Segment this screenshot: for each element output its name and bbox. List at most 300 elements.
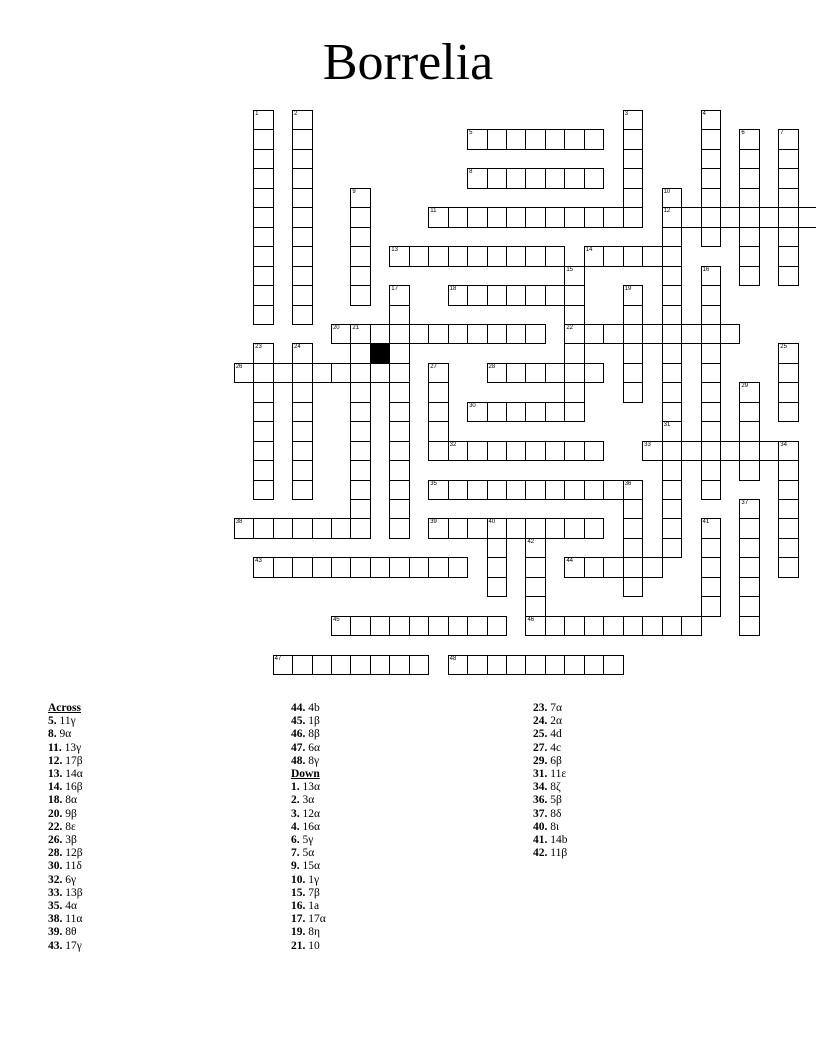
- grid-cell[interactable]: [739, 382, 760, 403]
- grid-cell[interactable]: [292, 480, 313, 501]
- grid-cell[interactable]: [448, 655, 469, 676]
- grid-cell[interactable]: [778, 168, 799, 189]
- grid-cell[interactable]: [487, 129, 508, 150]
- grid-cell[interactable]: [701, 149, 722, 170]
- grid-cell[interactable]: [389, 655, 410, 676]
- grid-cell[interactable]: [662, 460, 683, 481]
- grid-cell[interactable]: [350, 363, 371, 384]
- grid-cell[interactable]: [623, 499, 644, 520]
- grid-cell[interactable]: [662, 343, 683, 364]
- grid-cell[interactable]: [467, 441, 488, 462]
- grid-cell[interactable]: [487, 616, 508, 637]
- grid-cell[interactable]: [292, 655, 313, 676]
- grid-cell[interactable]: [428, 616, 449, 637]
- grid-cell[interactable]: [428, 363, 449, 384]
- grid-cell[interactable]: [350, 246, 371, 267]
- grid-cell[interactable]: [292, 188, 313, 209]
- grid-cell[interactable]: [487, 538, 508, 559]
- grid-cell[interactable]: [681, 616, 702, 637]
- grid-cell[interactable]: [662, 441, 683, 462]
- grid-cell[interactable]: [389, 499, 410, 520]
- grid-cell[interactable]: [759, 441, 780, 462]
- grid-cell[interactable]: [253, 480, 274, 501]
- grid-cell[interactable]: [389, 343, 410, 364]
- grid-cell[interactable]: [564, 363, 585, 384]
- grid-cell[interactable]: [662, 616, 683, 637]
- grid-cell[interactable]: [642, 616, 663, 637]
- grid-cell[interactable]: [798, 207, 816, 228]
- grid-cell[interactable]: [525, 616, 546, 637]
- grid-cell[interactable]: [487, 441, 508, 462]
- grid-cell[interactable]: [292, 227, 313, 248]
- grid-cell[interactable]: [487, 207, 508, 228]
- grid-cell[interactable]: [584, 129, 605, 150]
- grid-cell[interactable]: [545, 246, 566, 267]
- grid-cell[interactable]: [623, 324, 644, 345]
- grid-cell[interactable]: [739, 441, 760, 462]
- grid-cell[interactable]: [253, 227, 274, 248]
- grid-cell[interactable]: [701, 110, 722, 131]
- grid-cell[interactable]: [350, 285, 371, 306]
- grid-cell[interactable]: [409, 616, 430, 637]
- grid-cell[interactable]: [467, 616, 488, 637]
- grid-cell[interactable]: [253, 421, 274, 442]
- grid-cell[interactable]: [778, 246, 799, 267]
- grid-cell[interactable]: [564, 382, 585, 403]
- grid-cell[interactable]: [331, 616, 352, 637]
- grid-cell[interactable]: [487, 324, 508, 345]
- grid-cell[interactable]: [662, 363, 683, 384]
- grid-cell[interactable]: [389, 285, 410, 306]
- grid-cell[interactable]: [739, 538, 760, 559]
- grid-cell[interactable]: [525, 596, 546, 617]
- grid-cell[interactable]: [506, 324, 527, 345]
- grid-cell[interactable]: [623, 246, 644, 267]
- grid-cell[interactable]: [701, 460, 722, 481]
- grid-cell[interactable]: [525, 402, 546, 423]
- grid-cell[interactable]: [467, 207, 488, 228]
- grid-cell[interactable]: [739, 421, 760, 442]
- grid-cell[interactable]: [662, 246, 683, 267]
- grid-cell[interactable]: [564, 207, 585, 228]
- grid-cell[interactable]: [739, 207, 760, 228]
- grid-cell[interactable]: [350, 421, 371, 442]
- grid-cell[interactable]: [253, 557, 274, 578]
- grid-cell[interactable]: [623, 577, 644, 598]
- grid-cell[interactable]: [506, 480, 527, 501]
- grid-cell[interactable]: [331, 363, 352, 384]
- grid-cell[interactable]: [778, 129, 799, 150]
- grid-cell[interactable]: [467, 480, 488, 501]
- grid-cell[interactable]: [584, 616, 605, 637]
- grid-cell[interactable]: [428, 518, 449, 539]
- grid-cell[interactable]: [564, 305, 585, 326]
- grid-cell[interactable]: [662, 227, 683, 248]
- grid-cell[interactable]: [467, 655, 488, 676]
- grid-cell[interactable]: [448, 441, 469, 462]
- grid-cell[interactable]: [739, 149, 760, 170]
- grid-cell[interactable]: [701, 266, 722, 287]
- grid-cell[interactable]: [253, 266, 274, 287]
- grid-cell[interactable]: [739, 246, 760, 267]
- grid-cell[interactable]: [701, 402, 722, 423]
- grid-cell[interactable]: [350, 518, 371, 539]
- grid-cell[interactable]: [506, 402, 527, 423]
- grid-cell[interactable]: [545, 207, 566, 228]
- grid-cell[interactable]: [701, 343, 722, 364]
- grid-cell[interactable]: [253, 305, 274, 326]
- grid-cell[interactable]: [487, 518, 508, 539]
- grid-cell[interactable]: [253, 129, 274, 150]
- grid-cell[interactable]: [350, 557, 371, 578]
- grid-cell[interactable]: [739, 596, 760, 617]
- grid-cell[interactable]: [253, 110, 274, 131]
- grid-cell[interactable]: [253, 149, 274, 170]
- grid-cell[interactable]: [701, 518, 722, 539]
- grid-cell[interactable]: [584, 246, 605, 267]
- grid-cell[interactable]: [720, 207, 741, 228]
- grid-cell[interactable]: [253, 402, 274, 423]
- grid-cell[interactable]: [701, 305, 722, 326]
- grid-cell[interactable]: [448, 207, 469, 228]
- grid-cell[interactable]: [234, 518, 255, 539]
- grid-cell[interactable]: [273, 655, 294, 676]
- grid-cell[interactable]: [370, 324, 391, 345]
- grid-cell[interactable]: [525, 577, 546, 598]
- grid-cell[interactable]: [701, 596, 722, 617]
- grid-cell[interactable]: [778, 499, 799, 520]
- grid-cell[interactable]: [389, 421, 410, 442]
- grid-cell[interactable]: [603, 207, 624, 228]
- grid-cell[interactable]: [292, 149, 313, 170]
- grid-cell[interactable]: [623, 616, 644, 637]
- grid-cell[interactable]: [739, 168, 760, 189]
- grid-cell[interactable]: [253, 441, 274, 462]
- grid-cell[interactable]: [545, 402, 566, 423]
- grid-cell[interactable]: [778, 266, 799, 287]
- grid-cell[interactable]: [662, 305, 683, 326]
- grid-cell[interactable]: [448, 518, 469, 539]
- grid-cell[interactable]: [370, 557, 391, 578]
- grid-cell[interactable]: [506, 129, 527, 150]
- grid-cell[interactable]: [428, 402, 449, 423]
- grid-cell[interactable]: [312, 655, 333, 676]
- grid-cell[interactable]: [739, 499, 760, 520]
- grid-cell[interactable]: [253, 188, 274, 209]
- grid-cell[interactable]: [389, 441, 410, 462]
- grid-cell[interactable]: [389, 460, 410, 481]
- grid-cell[interactable]: [389, 382, 410, 403]
- grid-cell[interactable]: [253, 343, 274, 364]
- grid-cell[interactable]: [253, 246, 274, 267]
- grid-cell[interactable]: [292, 129, 313, 150]
- grid-cell[interactable]: [273, 557, 294, 578]
- grid-cell[interactable]: [778, 363, 799, 384]
- grid-cell[interactable]: [292, 518, 313, 539]
- grid-cell[interactable]: [389, 557, 410, 578]
- grid-cell[interactable]: [253, 285, 274, 306]
- grid-cell[interactable]: [701, 188, 722, 209]
- grid-cell[interactable]: [603, 246, 624, 267]
- grid-cell[interactable]: [428, 324, 449, 345]
- grid-cell[interactable]: [292, 343, 313, 364]
- grid-cell[interactable]: [662, 402, 683, 423]
- grid-cell[interactable]: [545, 655, 566, 676]
- grid-cell[interactable]: [545, 363, 566, 384]
- grid-cell[interactable]: [545, 441, 566, 462]
- grid-cell[interactable]: [701, 382, 722, 403]
- grid-cell[interactable]: [350, 655, 371, 676]
- grid-cell[interactable]: [389, 402, 410, 423]
- grid-cell[interactable]: [662, 538, 683, 559]
- grid-cell[interactable]: [487, 402, 508, 423]
- grid-cell[interactable]: [623, 207, 644, 228]
- grid-cell[interactable]: [642, 324, 663, 345]
- grid-cell[interactable]: [409, 246, 430, 267]
- grid-cell[interactable]: [506, 655, 527, 676]
- grid-cell[interactable]: [778, 149, 799, 170]
- grid-cell[interactable]: [564, 129, 585, 150]
- grid-cell[interactable]: [584, 518, 605, 539]
- grid-cell[interactable]: [525, 168, 546, 189]
- grid-cell[interactable]: [642, 246, 663, 267]
- grid-cell[interactable]: [564, 480, 585, 501]
- grid-cell[interactable]: [778, 518, 799, 539]
- grid-cell[interactable]: [253, 363, 274, 384]
- grid-cell[interactable]: [525, 207, 546, 228]
- grid-cell[interactable]: [778, 460, 799, 481]
- grid-cell[interactable]: [662, 285, 683, 306]
- grid-cell[interactable]: [739, 402, 760, 423]
- grid-cell[interactable]: [370, 655, 391, 676]
- grid-cell[interactable]: [662, 188, 683, 209]
- grid-cell[interactable]: [739, 460, 760, 481]
- grid-cell[interactable]: [739, 557, 760, 578]
- grid-cell[interactable]: [350, 499, 371, 520]
- grid-cell[interactable]: [623, 188, 644, 209]
- grid-cell[interactable]: [253, 207, 274, 228]
- grid-cell[interactable]: [778, 207, 799, 228]
- grid-cell[interactable]: [739, 577, 760, 598]
- grid-cell[interactable]: [701, 227, 722, 248]
- grid-cell[interactable]: [428, 557, 449, 578]
- grid-cell[interactable]: [487, 577, 508, 598]
- grid-cell[interactable]: [370, 616, 391, 637]
- grid-cell[interactable]: [389, 518, 410, 539]
- grid-cell[interactable]: [623, 382, 644, 403]
- grid-cell[interactable]: [681, 324, 702, 345]
- grid-cell[interactable]: [720, 324, 741, 345]
- grid-cell[interactable]: [642, 441, 663, 462]
- grid-cell[interactable]: [778, 557, 799, 578]
- grid-cell[interactable]: [584, 655, 605, 676]
- grid-cell[interactable]: [623, 480, 644, 501]
- grid-cell[interactable]: [506, 207, 527, 228]
- grid-cell[interactable]: [350, 480, 371, 501]
- grid-cell[interactable]: [331, 557, 352, 578]
- grid-cell[interactable]: [350, 324, 371, 345]
- grid-cell[interactable]: [701, 129, 722, 150]
- grid-cell[interactable]: [292, 382, 313, 403]
- grid-cell[interactable]: [564, 655, 585, 676]
- grid-cell[interactable]: [603, 480, 624, 501]
- grid-cell[interactable]: [739, 227, 760, 248]
- grid-cell[interactable]: [389, 324, 410, 345]
- grid-cell[interactable]: [292, 110, 313, 131]
- grid-cell[interactable]: [701, 480, 722, 501]
- grid-cell[interactable]: [545, 616, 566, 637]
- grid-cell[interactable]: [623, 518, 644, 539]
- grid-cell[interactable]: [584, 324, 605, 345]
- grid-cell[interactable]: [584, 363, 605, 384]
- grid-cell[interactable]: [409, 324, 430, 345]
- grid-cell[interactable]: [467, 518, 488, 539]
- grid-cell[interactable]: [545, 129, 566, 150]
- grid-cell[interactable]: [681, 441, 702, 462]
- grid-cell[interactable]: [273, 363, 294, 384]
- grid-cell[interactable]: [487, 246, 508, 267]
- grid-cell[interactable]: [720, 441, 741, 462]
- grid-cell[interactable]: [778, 402, 799, 423]
- grid-cell[interactable]: [739, 188, 760, 209]
- grid-cell[interactable]: [350, 266, 371, 287]
- grid-cell[interactable]: [487, 480, 508, 501]
- grid-cell[interactable]: [428, 480, 449, 501]
- grid-cell[interactable]: [623, 305, 644, 326]
- grid-cell[interactable]: [778, 382, 799, 403]
- grid-cell[interactable]: [253, 382, 274, 403]
- grid-cell[interactable]: [448, 246, 469, 267]
- grid-cell[interactable]: [350, 188, 371, 209]
- grid-cell[interactable]: [739, 616, 760, 637]
- grid-cell[interactable]: [525, 518, 546, 539]
- grid-cell[interactable]: [467, 246, 488, 267]
- grid-cell[interactable]: [739, 266, 760, 287]
- grid-cell[interactable]: [623, 149, 644, 170]
- grid-cell[interactable]: [292, 421, 313, 442]
- grid-cell[interactable]: [389, 305, 410, 326]
- grid-cell[interactable]: [739, 129, 760, 150]
- grid-cell[interactable]: [292, 285, 313, 306]
- grid-cell[interactable]: [448, 480, 469, 501]
- grid-cell[interactable]: [525, 538, 546, 559]
- grid-cell[interactable]: [603, 616, 624, 637]
- grid-cell[interactable]: [428, 246, 449, 267]
- grid-cell[interactable]: [448, 324, 469, 345]
- grid-cell[interactable]: [701, 168, 722, 189]
- grid-cell[interactable]: [662, 324, 683, 345]
- grid-cell[interactable]: [253, 518, 274, 539]
- grid-cell[interactable]: [545, 480, 566, 501]
- grid-cell[interactable]: [487, 655, 508, 676]
- grid-cell[interactable]: [273, 518, 294, 539]
- grid-cell[interactable]: [312, 363, 333, 384]
- grid-cell[interactable]: [350, 402, 371, 423]
- grid-cell[interactable]: [389, 616, 410, 637]
- grid-cell[interactable]: [292, 557, 313, 578]
- grid-cell[interactable]: [389, 246, 410, 267]
- grid-cell[interactable]: [467, 168, 488, 189]
- grid-cell[interactable]: [350, 207, 371, 228]
- grid-cell[interactable]: [778, 441, 799, 462]
- grid-cell[interactable]: [253, 460, 274, 481]
- grid-cell[interactable]: [350, 227, 371, 248]
- grid-cell[interactable]: [584, 168, 605, 189]
- grid-cell[interactable]: [778, 538, 799, 559]
- grid-cell[interactable]: [389, 480, 410, 501]
- grid-cell[interactable]: [350, 616, 371, 637]
- grid-cell[interactable]: [739, 518, 760, 539]
- grid-cell[interactable]: [623, 285, 644, 306]
- grid-cell[interactable]: [623, 129, 644, 150]
- grid-cell[interactable]: [487, 557, 508, 578]
- grid-cell[interactable]: [448, 285, 469, 306]
- grid-cell[interactable]: [409, 557, 430, 578]
- grid-cell[interactable]: [681, 207, 702, 228]
- grid-cell[interactable]: [564, 616, 585, 637]
- grid-cell[interactable]: [448, 557, 469, 578]
- grid-cell[interactable]: [428, 421, 449, 442]
- grid-cell[interactable]: [292, 207, 313, 228]
- grid-cell[interactable]: [642, 557, 663, 578]
- grid-cell[interactable]: [662, 518, 683, 539]
- grid-cell[interactable]: [525, 557, 546, 578]
- grid-cell[interactable]: [506, 168, 527, 189]
- grid-cell[interactable]: [662, 382, 683, 403]
- grid-cell[interactable]: [564, 285, 585, 306]
- grid-cell[interactable]: [350, 343, 371, 364]
- grid-cell[interactable]: [623, 557, 644, 578]
- grid-cell[interactable]: [564, 168, 585, 189]
- grid-cell[interactable]: [525, 246, 546, 267]
- grid-cell[interactable]: [467, 285, 488, 306]
- grid-cell[interactable]: [350, 441, 371, 462]
- grid-cell[interactable]: [292, 266, 313, 287]
- grid-cell[interactable]: [778, 343, 799, 364]
- grid-cell[interactable]: [331, 518, 352, 539]
- grid-cell[interactable]: [584, 480, 605, 501]
- grid-cell[interactable]: [603, 655, 624, 676]
- grid-cell[interactable]: [292, 402, 313, 423]
- grid-cell[interactable]: [584, 557, 605, 578]
- grid-cell[interactable]: [564, 518, 585, 539]
- grid-cell[interactable]: [545, 168, 566, 189]
- grid-cell[interactable]: [584, 207, 605, 228]
- grid-cell[interactable]: [487, 363, 508, 384]
- grid-cell[interactable]: [778, 188, 799, 209]
- grid-cell[interactable]: [701, 421, 722, 442]
- grid-cell[interactable]: [292, 460, 313, 481]
- grid-cell[interactable]: [467, 402, 488, 423]
- grid-cell[interactable]: [525, 480, 546, 501]
- grid-cell[interactable]: [525, 363, 546, 384]
- grid-cell[interactable]: [428, 207, 449, 228]
- grid-cell[interactable]: [662, 207, 683, 228]
- grid-cell[interactable]: [545, 285, 566, 306]
- grid-cell[interactable]: [409, 655, 430, 676]
- grid-cell[interactable]: [525, 441, 546, 462]
- grid-cell[interactable]: [506, 363, 527, 384]
- grid-cell[interactable]: [623, 363, 644, 384]
- grid-cell[interactable]: [778, 480, 799, 501]
- grid-cell[interactable]: [506, 246, 527, 267]
- grid-cell[interactable]: [234, 363, 255, 384]
- grid-cell[interactable]: [331, 655, 352, 676]
- grid-cell[interactable]: [312, 557, 333, 578]
- grid-cell[interactable]: [564, 557, 585, 578]
- grid-cell[interactable]: [292, 246, 313, 267]
- grid-cell[interactable]: [701, 363, 722, 384]
